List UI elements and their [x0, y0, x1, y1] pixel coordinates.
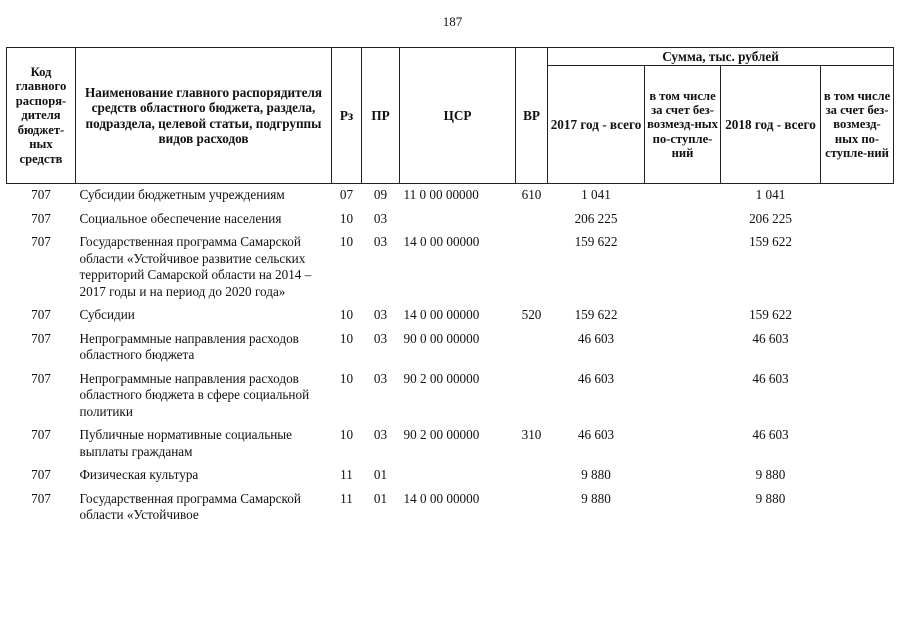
- row-code: 707: [31, 467, 51, 483]
- header-csr: ЦСР: [400, 48, 516, 184]
- table-row: [7, 328, 894, 368]
- table-row: [7, 304, 894, 328]
- row-vr: [516, 328, 548, 368]
- row-rz: 10: [339, 307, 354, 323]
- table-row: [7, 184, 894, 208]
- row-2017-free: [645, 424, 721, 464]
- row-2018-free: [821, 464, 894, 488]
- header-rz: Рз: [332, 48, 362, 184]
- row-pr: 03: [373, 330, 388, 346]
- header-code: Код главного распоря-дителя бюджет-ных средств: [7, 48, 76, 184]
- row-2018-free: [821, 208, 894, 232]
- row-code: 707: [31, 490, 51, 506]
- row-csr: 90 0 00 00000: [403, 330, 480, 346]
- row-rz: 10: [339, 234, 354, 250]
- row-rz: 11: [340, 490, 353, 506]
- row-csr: 90 2 00 00000: [403, 370, 480, 386]
- row-2017-total: 159 622: [574, 234, 618, 250]
- row-code: 707: [31, 427, 51, 443]
- table-header: [7, 48, 894, 184]
- row-2018-free: [821, 304, 894, 328]
- row-2017-total: 9 880: [581, 490, 611, 506]
- row-name: Субсидии: [79, 307, 135, 323]
- row-2018-free: [821, 184, 894, 208]
- row-2017-total: 206 225: [574, 210, 618, 226]
- row-name: Физическая культура: [79, 467, 199, 483]
- row-2017-free: [645, 208, 721, 232]
- row-pr: 03: [373, 234, 388, 250]
- row-2018-total: 1 041: [755, 187, 786, 203]
- row-name: Социальное обеспечение населения: [79, 210, 282, 226]
- row-rz: 10: [339, 210, 354, 226]
- row-csr: 90 2 00 00000: [403, 427, 480, 443]
- row-name: Государственная программа Самарской области «Устойчивое: [79, 490, 301, 523]
- row-rz: 10: [339, 427, 354, 443]
- row-2017-total: 46 603: [577, 427, 615, 443]
- row-2017-total: 159 622: [574, 307, 618, 323]
- row-rz: 10: [339, 330, 354, 346]
- row-2018-free: [821, 424, 894, 464]
- row-csr: [400, 208, 516, 232]
- table-row: [7, 488, 894, 528]
- row-2018-total: 46 603: [752, 330, 789, 346]
- row-name: Непрограммные направления расходов областного бюджета: [79, 330, 299, 363]
- row-vr: 520: [521, 307, 542, 323]
- table-body: [7, 184, 894, 528]
- row-csr: [400, 464, 516, 488]
- row-vr: [516, 488, 548, 528]
- header-sum: Сумма, тыс. рублей: [548, 48, 894, 66]
- row-2018-total: 9 880: [755, 467, 786, 483]
- page-number: 187: [442, 14, 463, 29]
- row-pr: 03: [373, 427, 388, 443]
- header-2017-free: в том числе за счет без-возмезд-ных по-ступле-ний: [645, 66, 721, 184]
- row-2017-total: 46 603: [577, 370, 615, 386]
- row-2017-total: 1 041: [581, 187, 611, 203]
- header-2017-total: 2017 год - всего: [548, 66, 645, 184]
- row-2017-total: 9 880: [581, 467, 611, 483]
- row-csr: 14 0 00 00000: [403, 490, 480, 506]
- row-2017-free: [645, 368, 721, 425]
- row-rz: 10: [339, 370, 354, 386]
- row-2018-free: [821, 231, 894, 304]
- row-2017-free: [645, 231, 721, 304]
- header-vr: ВР: [516, 48, 548, 184]
- row-rz: 07: [339, 187, 354, 203]
- budget-table: [6, 47, 894, 528]
- row-2018-total: 206 225: [749, 210, 792, 226]
- header-2018-free: в том числе за счет без-возмезд-ных по-ступле-ний: [821, 66, 894, 184]
- row-vr: 310: [521, 427, 542, 443]
- row-code: 707: [31, 307, 51, 323]
- table-row: [7, 208, 894, 232]
- table-row: [7, 231, 894, 304]
- row-2018-total: 46 603: [752, 370, 789, 386]
- row-pr: 03: [373, 307, 388, 323]
- row-vr: 610: [521, 187, 542, 203]
- row-2018-total: 159 622: [749, 234, 792, 250]
- row-2017-free: [645, 184, 721, 208]
- row-2018-free: [821, 368, 894, 425]
- row-code: 707: [31, 210, 51, 226]
- row-vr: [516, 231, 548, 304]
- row-name: Государственная программа Самарской области «Устойчивое развитие сельских территорий Самарской области на 2014 – 2017 годы и на период до 2020 года»: [79, 234, 312, 299]
- row-pr: 01: [373, 467, 388, 483]
- row-code: 707: [31, 187, 51, 203]
- row-2018-total: 159 622: [749, 307, 792, 323]
- header-2018-total: 2018 год - всего: [721, 66, 821, 184]
- row-vr: [516, 208, 548, 232]
- row-name: Публичные нормативные социальные выплаты гражданам: [79, 427, 292, 459]
- table-row: [7, 368, 894, 425]
- row-pr: 09: [373, 187, 388, 203]
- row-rz: 11: [340, 467, 353, 483]
- row-code: 707: [31, 370, 51, 386]
- row-2018-free: [821, 328, 894, 368]
- row-csr: 11 0 00 00000: [403, 187, 479, 203]
- header-pr: ПР: [362, 48, 400, 184]
- row-2017-free: [645, 464, 721, 488]
- row-vr: [516, 464, 548, 488]
- row-code: 707: [31, 234, 51, 250]
- row-name: Субсидии бюджетным учреждениям: [79, 187, 285, 203]
- row-csr: 14 0 00 00000: [403, 307, 480, 323]
- row-2017-free: [645, 488, 721, 528]
- row-2017-total: 46 603: [577, 330, 615, 346]
- row-vr: [516, 368, 548, 425]
- table-row: [7, 424, 894, 464]
- row-2017-free: [645, 304, 721, 328]
- row-2018-total: 46 603: [752, 427, 789, 443]
- row-pr: 01: [373, 490, 388, 506]
- table-row: [7, 464, 894, 488]
- row-2017-free: [645, 328, 721, 368]
- row-pr: 03: [373, 370, 388, 386]
- row-csr: 14 0 00 00000: [403, 234, 480, 250]
- row-2018-total: 9 880: [755, 490, 786, 506]
- row-name: Непрограммные направления расходов областного бюджета в сфере социальной политики: [79, 370, 310, 419]
- header-name: Наименование главного распорядителя средств областного бюджета, раздела, подраздела, целевой статьи, подгруппы видов расходов: [76, 48, 332, 184]
- row-pr: 03: [373, 210, 388, 226]
- row-2018-free: [821, 488, 894, 528]
- row-code: 707: [31, 330, 51, 346]
